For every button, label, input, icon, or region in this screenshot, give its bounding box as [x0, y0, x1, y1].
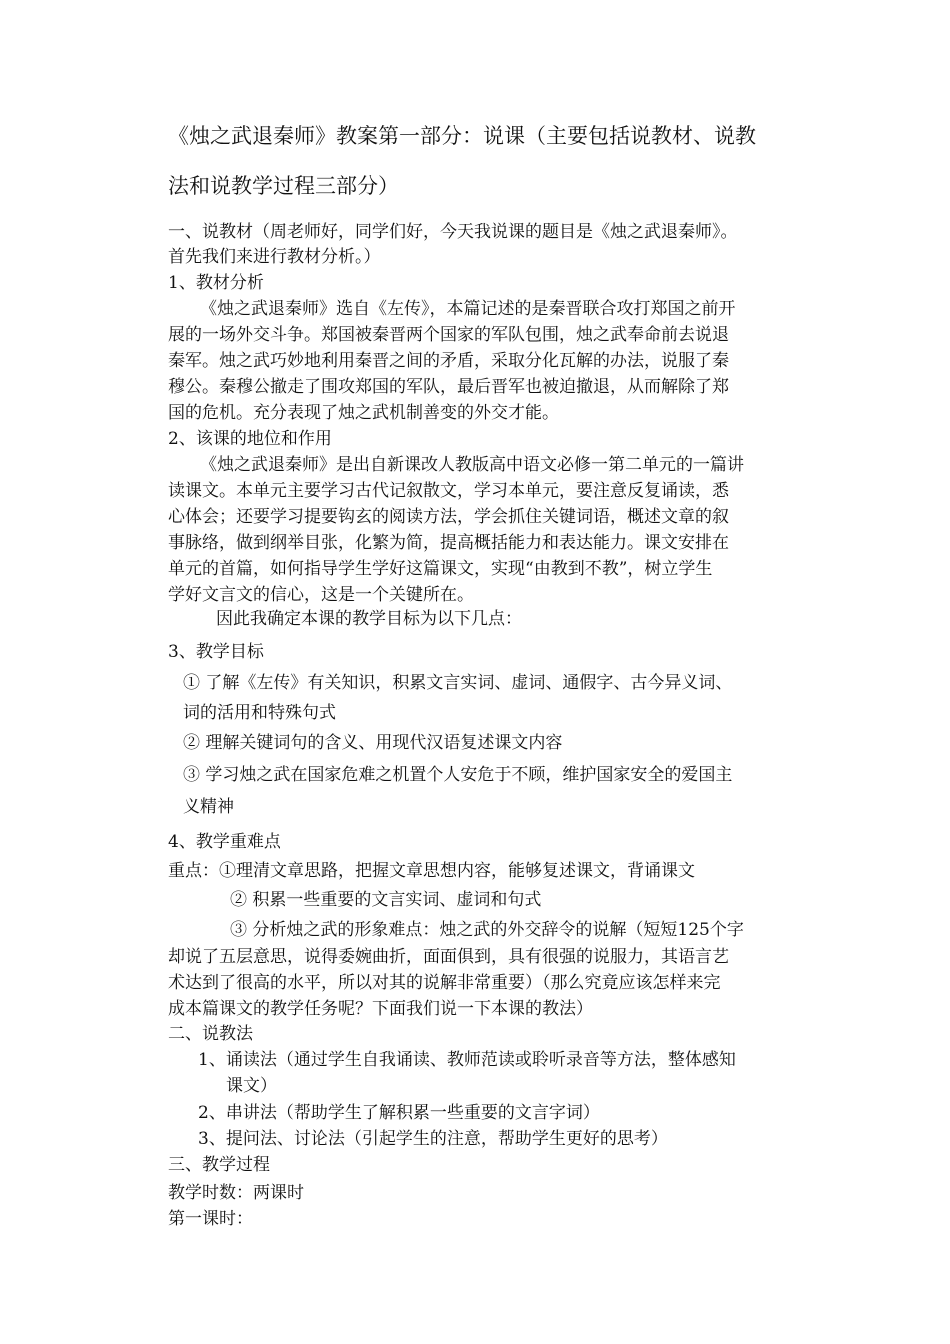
goal-item-continuation: 词的活用和特殊句式: [183, 703, 336, 723]
document-title-line-1: 《烛之武退秦师》教案第一部分：说课（主要包括说教材、说教: [168, 124, 756, 148]
sub2-paragraph-line: 单元的首篇，如何指导学生学好这篇课文，实现“由教到不教”，树立学生: [168, 559, 713, 579]
goal-item: ② 理解关键词句的含义、用现代汉语复述课文内容: [183, 733, 563, 753]
section1-heading-line-1: 一、说教材（周老师好，同学们好，今天我说课的题目是《烛之武退秦师》。: [168, 222, 738, 242]
lesson-one-label: 第一课时：: [168, 1209, 253, 1229]
keypoint-line: 术达到了很高的水平，所以对其的说解非常重要）（那么究竟应该怎样来完: [168, 973, 721, 993]
goal-item: ① 了解《左传》有关知识，积累文言实词、虚词、通假字、古今异义词、: [183, 673, 733, 693]
keypoint-line: 重点：①理清文章思路，把握文章思想内容，能够复述课文，背诵课文: [168, 861, 695, 881]
sub2-paragraph-line: 学好文言文的信心，这是一个关键所在。: [168, 585, 474, 605]
sub4-heading: 4、教学重难点: [168, 832, 281, 852]
sub1-paragraph-line: 穆公。秦穆公撤走了围攻郑国的军队，最后晋军也被迫撤退，从而解除了郑: [168, 377, 729, 397]
keypoint-line: ③ 分析烛之武的形象难点：烛之武的外交辞令的说解（短短125个字: [230, 920, 744, 940]
section2-heading: 二、说教法: [168, 1024, 253, 1044]
sub1-heading: 1、教材分析: [168, 273, 264, 293]
method-item-continuation: 课文）: [226, 1076, 277, 1096]
keypoint-line: 成本篇课文的教学任务呢？下面我们说一下本课的教法）: [168, 999, 593, 1019]
sub2-heading: 2、该课的地位和作用: [168, 429, 332, 449]
sub2-paragraph-line: 事脉络，做到纲举目张，化繁为简，提高概括能力和表达能力。课文安排在: [168, 533, 729, 553]
sub1-paragraph-line: 《烛之武退秦师》选自《左传》，本篇记述的是秦晋联合攻打郑国之前开: [200, 299, 736, 319]
sub2-paragraph-line: 读课文。本单元主要学习古代记叙散文，学习本单元，要注意反复诵读，悉: [168, 481, 729, 501]
goal-item-continuation: 义精神: [183, 797, 234, 817]
sub2-conclusion: 因此我确定本课的教学目标为以下几点：: [216, 609, 522, 629]
goal-item: ③ 学习烛之武在国家危难之机置个人安危于不顾，维护国家安全的爱国主: [183, 765, 733, 785]
sub1-paragraph-line: 秦军。烛之武巧妙地利用秦晋之间的矛盾，采取分化瓦解的办法，说服了秦: [168, 351, 729, 371]
section3-heading: 三、教学过程: [168, 1155, 270, 1175]
sub2-paragraph-line: 《烛之武退秦师》是出自新课改人教版高中语文必修一第二单元的一篇讲: [200, 455, 744, 475]
method-item: 2、串讲法（帮助学生了解积累一些重要的文言字词）: [198, 1103, 600, 1123]
sub3-heading: 3、教学目标: [168, 642, 264, 662]
sub1-paragraph-line: 国的危机。充分表现了烛之武机制善变的外交才能。: [168, 403, 559, 423]
sub2-paragraph-line: 心体会；还要学习提要钩玄的阅读方法，学会抓住关键词语，概述文章的叙: [168, 507, 729, 527]
section1-heading-line-2: 首先我们来进行教材分析。）: [168, 247, 381, 267]
method-item: 1、诵读法（通过学生自我诵读、教师范读或聆听录音等方法，整体感知: [198, 1050, 736, 1070]
document-title-line-2: 法和说教学过程三部分）: [168, 174, 399, 198]
sub1-paragraph-line: 展的一场外交斗争。郑国被秦晋两个国家的军队包围，烛之武奉命前去说退: [168, 325, 729, 345]
method-item: 3、提问法、讨论法（引起学生的注意，帮助学生更好的思考）: [198, 1129, 668, 1149]
teaching-hours: 教学时数：两课时: [168, 1183, 304, 1203]
keypoint-line: ② 积累一些重要的文言实词、虚词和句式: [230, 890, 542, 910]
keypoint-line: 却说了五层意思，说得委婉曲折，面面俱到，具有很强的说服力，其语言艺: [168, 947, 729, 967]
